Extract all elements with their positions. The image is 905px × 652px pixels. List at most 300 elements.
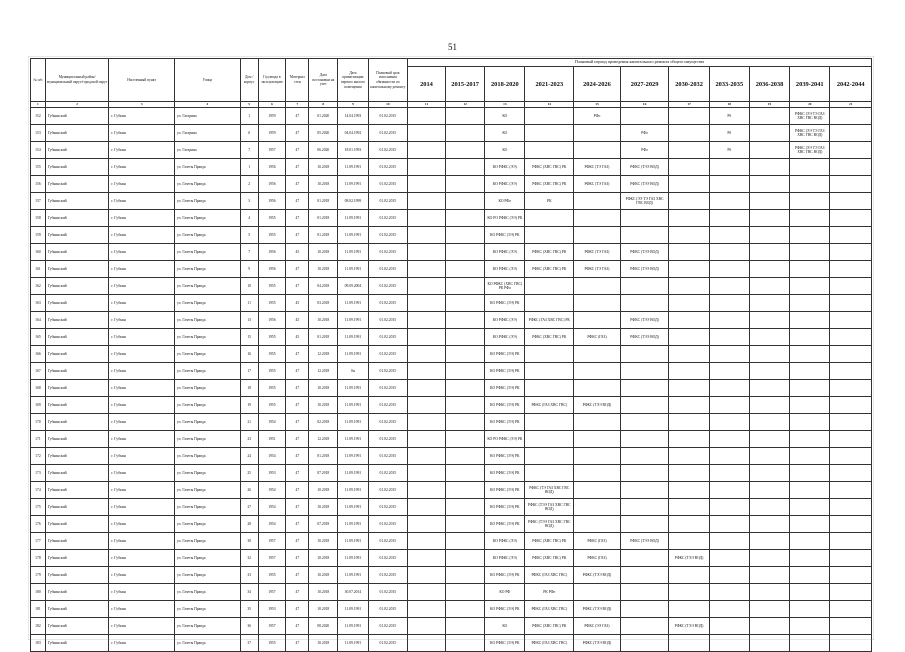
privatization-date-cell: 11.09.1991 bbox=[338, 397, 369, 414]
repair-deadline-cell: 01.02.2015 bbox=[368, 618, 407, 635]
period-cell-2018-2020: КО РФКС (ХВС ГВС) РК РФо bbox=[485, 278, 525, 295]
period-cell-2015-2017 bbox=[446, 584, 485, 601]
house-number-cell: 34 bbox=[240, 584, 258, 601]
build-year-cell: 1955 bbox=[258, 278, 286, 295]
period-cell-2024-2026 bbox=[574, 499, 621, 516]
period-cell-2014 bbox=[407, 176, 445, 193]
table-row bbox=[31, 567, 872, 584]
repair-deadline-cell: 01.02.2015 bbox=[368, 465, 407, 482]
period-cell-2033-2035 bbox=[709, 414, 749, 431]
period-cell-2018-2020: КО РФКС (ЭЭ) bbox=[485, 261, 525, 278]
period-cell-2015-2017 bbox=[446, 567, 485, 584]
period-cell-2042-2044 bbox=[830, 397, 872, 414]
period-cell-2014 bbox=[407, 414, 445, 431]
period-cell-2021-2023: РК bbox=[525, 193, 574, 210]
privatization-date-cell: 11.09.1991 bbox=[338, 618, 369, 635]
period-cell-2021-2023 bbox=[525, 414, 574, 431]
period-cell-2042-2044 bbox=[830, 193, 872, 210]
registration-date-cell: 01.2018 bbox=[309, 227, 338, 244]
period-cell-2018-2020: КО РФКС (ЭЭ) РК bbox=[485, 295, 525, 312]
repair-deadline-cell: 01.02.2015 bbox=[368, 278, 407, 295]
period-cell-2033-2035 bbox=[709, 380, 749, 397]
header-group-planned-period: Плановый период проведения капитального ремонта общего имущества bbox=[407, 59, 871, 67]
period-cell-2024-2026: РФКС (ТЭЭ ВОД) bbox=[574, 601, 621, 618]
period-cell-2015-2017 bbox=[446, 346, 485, 363]
period-cell-2036-2038 bbox=[749, 533, 789, 550]
capital-repair-table-sheet bbox=[30, 58, 872, 652]
street-cell: ул. Газеты Правда bbox=[175, 210, 241, 227]
registration-date-cell: 10.2018 bbox=[309, 176, 338, 193]
privatization-date-cell: 0н bbox=[338, 363, 369, 380]
period-cell-2014 bbox=[407, 533, 445, 550]
header-col-10: Плановый срок исполнения обязанности по капитальному ремонту bbox=[368, 59, 407, 102]
municipality-cell: Губкинский bbox=[45, 618, 109, 635]
table-row bbox=[31, 210, 872, 227]
period-cell-2042-2044 bbox=[830, 584, 872, 601]
header-year-7: 2030-2032 bbox=[669, 67, 709, 102]
period-cell-2036-2038 bbox=[749, 193, 789, 210]
period-cell-2015-2017 bbox=[446, 363, 485, 380]
period-cell-2027-2029: РФКС (ТЭЭ ВОД) bbox=[620, 329, 669, 346]
municipality-cell: Губкинский bbox=[45, 431, 109, 448]
table-row bbox=[31, 482, 872, 499]
period-cell-2036-2038 bbox=[749, 431, 789, 448]
period-cell-2014 bbox=[407, 380, 445, 397]
period-cell-2015-2017 bbox=[446, 465, 485, 482]
municipality-cell: Губкинский bbox=[45, 635, 109, 652]
house-number-cell: 35 bbox=[240, 601, 258, 618]
period-cell-2039-2041 bbox=[790, 448, 830, 465]
period-cell-2036-2038 bbox=[749, 346, 789, 363]
period-cell-2014 bbox=[407, 465, 445, 482]
period-cell-2033-2035 bbox=[709, 448, 749, 465]
repair-deadline-cell: 01.02.2015 bbox=[368, 125, 407, 142]
period-cell-2039-2041 bbox=[790, 618, 830, 635]
street-cell: ул. Газеты Правда bbox=[175, 431, 241, 448]
period-cell-2021-2023 bbox=[525, 210, 574, 227]
period-cell-2014 bbox=[407, 635, 445, 652]
column-number: 4 bbox=[175, 102, 241, 108]
period-cell-2039-2041: РФКС (ЭЭ ТЭ ГАЗ ХВС ГВС ВОД) bbox=[790, 142, 830, 159]
row-number-cell: 177 bbox=[31, 533, 46, 550]
period-cell-2015-2017 bbox=[446, 414, 485, 431]
period-cell-2027-2029 bbox=[620, 363, 669, 380]
table-row bbox=[31, 601, 872, 618]
column-number: 21 bbox=[830, 102, 872, 108]
period-cell-2039-2041 bbox=[790, 329, 830, 346]
municipality-cell: Губкинский bbox=[45, 346, 109, 363]
period-cell-2027-2029 bbox=[620, 482, 669, 499]
period-cell-2015-2017 bbox=[446, 108, 485, 125]
wall-material-cell: 47 bbox=[286, 227, 309, 244]
street-cell: ул. Газеты Правда bbox=[175, 363, 241, 380]
settlement-cell: г. Губкин bbox=[109, 567, 175, 584]
period-cell-2021-2023 bbox=[525, 108, 574, 125]
period-cell-2027-2029 bbox=[620, 397, 669, 414]
period-cell-2021-2023: РФКС (ТЭЭ ГАЗ ХВС ГВС ВОД) bbox=[525, 499, 574, 516]
period-cell-2033-2035 bbox=[709, 363, 749, 380]
header-year-3: 2018-2020 bbox=[485, 67, 525, 102]
period-cell-2039-2041 bbox=[790, 635, 830, 652]
street-cell: ул. Газеты Правда bbox=[175, 312, 241, 329]
municipality-cell: Губкинский bbox=[45, 499, 109, 516]
table-row bbox=[31, 448, 872, 465]
period-cell-2014 bbox=[407, 448, 445, 465]
period-cell-2039-2041 bbox=[790, 533, 830, 550]
wall-material-cell: 47 bbox=[286, 142, 309, 159]
build-year-cell: 1957 bbox=[258, 584, 286, 601]
house-number-cell: 13 bbox=[240, 312, 258, 329]
wall-material-cell: 45 bbox=[286, 295, 309, 312]
period-cell-2027-2029: РФКС (ТЭЭ ВОД) bbox=[620, 312, 669, 329]
row-number-cell: 155 bbox=[31, 159, 46, 176]
repair-deadline-cell: 01.02.2015 bbox=[368, 176, 407, 193]
period-cell-2014 bbox=[407, 312, 445, 329]
period-cell-2015-2017 bbox=[446, 482, 485, 499]
build-year-cell: 1955 bbox=[258, 210, 286, 227]
registration-date-cell: 10.2018 bbox=[309, 244, 338, 261]
repair-deadline-cell: 01.02.2015 bbox=[368, 431, 407, 448]
street-cell: ул. Газеты Правда bbox=[175, 516, 241, 533]
row-number-cell: 156 bbox=[31, 176, 46, 193]
period-cell-2036-2038 bbox=[749, 108, 789, 125]
wall-material-cell: 45 bbox=[286, 312, 309, 329]
registration-date-cell: 10.2018 bbox=[309, 380, 338, 397]
period-cell-2024-2026 bbox=[574, 142, 621, 159]
wall-material-cell: 47 bbox=[286, 159, 309, 176]
municipality-cell: Губкинский bbox=[45, 108, 109, 125]
period-cell-2024-2026 bbox=[574, 125, 621, 142]
privatization-date-cell: 11.09.1991 bbox=[338, 482, 369, 499]
settlement-cell: г. Губкин bbox=[109, 295, 175, 312]
period-cell-2042-2044 bbox=[830, 533, 872, 550]
registration-date-cell: 01.2018 bbox=[309, 329, 338, 346]
period-cell-2018-2020: КО РФКС (ЭЭ) РК bbox=[485, 414, 525, 431]
period-cell-2024-2026: РФКС (ТЭ ГАЗ) bbox=[574, 159, 621, 176]
period-cell-2039-2041 bbox=[790, 482, 830, 499]
header-year-4: 2021-2023 bbox=[525, 67, 574, 102]
period-cell-2027-2029 bbox=[620, 431, 669, 448]
period-cell-2024-2026: РФКС (ТЭ ГАЗ) bbox=[574, 176, 621, 193]
period-cell-2030-2032: РФКС (ТЭЭ ВОД) bbox=[669, 550, 709, 567]
house-number-cell: 26 bbox=[240, 482, 258, 499]
period-cell-2018-2020: КО РФКС (ЭЭ) РК bbox=[485, 465, 525, 482]
column-number: 14 bbox=[525, 102, 574, 108]
repair-deadline-cell: 01.02.2015 bbox=[368, 363, 407, 380]
period-cell-2042-2044 bbox=[830, 380, 872, 397]
street-cell: ул. Гагарина bbox=[175, 142, 241, 159]
registration-date-cell: 10.2018 bbox=[309, 533, 338, 550]
settlement-cell: г. Губкин bbox=[109, 329, 175, 346]
period-cell-2030-2032 bbox=[669, 261, 709, 278]
period-cell-2036-2038 bbox=[749, 584, 789, 601]
period-cell-2033-2035 bbox=[709, 601, 749, 618]
row-number-cell: 165 bbox=[31, 329, 46, 346]
street-cell: ул. Газеты Правда bbox=[175, 601, 241, 618]
street-cell: ул. Газеты Правда bbox=[175, 261, 241, 278]
period-cell-2015-2017 bbox=[446, 380, 485, 397]
row-number-cell: 154 bbox=[31, 142, 46, 159]
street-cell: ул. Газеты Правда bbox=[175, 397, 241, 414]
repair-deadline-cell: 01.02.2015 bbox=[368, 584, 407, 601]
house-number-cell: 7 bbox=[240, 244, 258, 261]
settlement-cell: г. Губкин bbox=[109, 261, 175, 278]
repair-deadline-cell: 01.02.2015 bbox=[368, 346, 407, 363]
period-cell-2018-2020: КО РФКС (ЭЭ) РК bbox=[485, 397, 525, 414]
period-cell-2015-2017 bbox=[446, 499, 485, 516]
settlement-cell: г. Губкин bbox=[109, 312, 175, 329]
repair-deadline-cell: 01.02.2015 bbox=[368, 533, 407, 550]
registration-date-cell: 10.2018 bbox=[309, 482, 338, 499]
municipality-cell: Губкинский bbox=[45, 567, 109, 584]
house-number-cell: 6 bbox=[240, 125, 258, 142]
period-cell-2021-2023 bbox=[525, 142, 574, 159]
period-cell-2027-2029: РФКС (ТЭЭ ВОД) bbox=[620, 261, 669, 278]
period-cell-2036-2038 bbox=[749, 261, 789, 278]
period-cell-2027-2029 bbox=[620, 567, 669, 584]
row-number-cell: 183 bbox=[31, 635, 46, 652]
registration-date-cell: 01.2018 bbox=[309, 193, 338, 210]
street-cell: ул. Газеты Правда bbox=[175, 380, 241, 397]
column-number: 16 bbox=[620, 102, 669, 108]
period-cell-2018-2020: КО РФКС (ЭЭ) РК bbox=[485, 482, 525, 499]
period-cell-2021-2023: РФКС (ХВС ГВС) РК bbox=[525, 159, 574, 176]
period-cell-2014 bbox=[407, 159, 445, 176]
period-cell-2027-2029: РФКС (ЭЭ ТЭ ГАЗ ХВС ГВС ВОД) bbox=[620, 193, 669, 210]
table-row bbox=[31, 550, 872, 567]
period-cell-2036-2038 bbox=[749, 176, 789, 193]
column-number: 15 bbox=[574, 102, 621, 108]
period-cell-2014 bbox=[407, 516, 445, 533]
period-cell-2036-2038 bbox=[749, 210, 789, 227]
period-cell-2039-2041 bbox=[790, 363, 830, 380]
period-cell-2015-2017 bbox=[446, 329, 485, 346]
period-cell-2030-2032 bbox=[669, 533, 709, 550]
build-year-cell: 1951 bbox=[258, 431, 286, 448]
municipality-cell: Губкинский bbox=[45, 176, 109, 193]
privatization-date-cell: 11.09.1991 bbox=[338, 159, 369, 176]
period-cell-2039-2041 bbox=[790, 380, 830, 397]
municipality-cell: Губкинский bbox=[45, 465, 109, 482]
period-cell-2036-2038 bbox=[749, 635, 789, 652]
period-cell-2042-2044 bbox=[830, 499, 872, 516]
settlement-cell: г. Губкин bbox=[109, 431, 175, 448]
period-cell-2014 bbox=[407, 125, 445, 142]
period-cell-2042-2044 bbox=[830, 414, 872, 431]
period-cell-2030-2032 bbox=[669, 380, 709, 397]
table-row bbox=[31, 584, 872, 601]
settlement-cell: г. Губкин bbox=[109, 465, 175, 482]
period-cell-2030-2032 bbox=[669, 431, 709, 448]
settlement-cell: г. Губкин bbox=[109, 108, 175, 125]
street-cell: ул. Газеты Правда bbox=[175, 295, 241, 312]
period-cell-2039-2041 bbox=[790, 176, 830, 193]
privatization-date-cell: 11.09.1991 bbox=[338, 346, 369, 363]
table-row bbox=[31, 159, 872, 176]
registration-date-cell: 10.2018 bbox=[309, 261, 338, 278]
registration-date-cell: 12.2018 bbox=[309, 346, 338, 363]
column-number: 3 bbox=[109, 102, 175, 108]
wall-material-cell: 47 bbox=[286, 465, 309, 482]
wall-material-cell: 47 bbox=[286, 567, 309, 584]
row-number-cell: 158 bbox=[31, 210, 46, 227]
period-cell-2039-2041: РФКС (ЭЭ ТЭ ГАЗ ХВС ГВС ВОД) bbox=[790, 125, 830, 142]
period-cell-2039-2041 bbox=[790, 499, 830, 516]
wall-material-cell: 47 bbox=[286, 635, 309, 652]
house-number-cell: 37 bbox=[240, 635, 258, 652]
house-number-cell: 11 bbox=[240, 295, 258, 312]
header-year-9: 2036-2038 bbox=[749, 67, 789, 102]
street-cell: ул. Газеты Правда bbox=[175, 278, 241, 295]
period-cell-2027-2029 bbox=[620, 448, 669, 465]
period-cell-2018-2020: КО РФКС (ЭЭ) bbox=[485, 176, 525, 193]
header-col-8: Дата постановки на учет bbox=[309, 59, 338, 102]
wall-material-cell: 47 bbox=[286, 431, 309, 448]
period-cell-2042-2044 bbox=[830, 329, 872, 346]
period-cell-2042-2044 bbox=[830, 142, 872, 159]
header-col-9: Дата приватизации первого жилого помещения bbox=[338, 59, 369, 102]
period-cell-2021-2023 bbox=[525, 431, 574, 448]
period-cell-2014 bbox=[407, 584, 445, 601]
period-cell-2021-2023: РФКС (ГАЗ ХВС ГВС) bbox=[525, 567, 574, 584]
house-number-cell: 15 bbox=[240, 329, 258, 346]
period-cell-2030-2032 bbox=[669, 397, 709, 414]
wall-material-cell: 47 bbox=[286, 193, 309, 210]
column-number: 12 bbox=[446, 102, 485, 108]
privatization-date-cell: 30.07.2014 bbox=[338, 584, 369, 601]
repair-deadline-cell: 01.02.2015 bbox=[368, 227, 407, 244]
column-number: 7 bbox=[286, 102, 309, 108]
privatization-date-cell: 11.09.1991 bbox=[338, 601, 369, 618]
registration-date-cell: 03.2018 bbox=[309, 295, 338, 312]
period-cell-2042-2044 bbox=[830, 567, 872, 584]
period-cell-2033-2035 bbox=[709, 635, 749, 652]
municipality-cell: Губкинский bbox=[45, 414, 109, 431]
period-cell-2033-2035 bbox=[709, 499, 749, 516]
period-cell-2027-2029 bbox=[620, 278, 669, 295]
period-cell-2015-2017 bbox=[446, 312, 485, 329]
column-number: 9 bbox=[338, 102, 369, 108]
period-cell-2018-2020: КО РФКС (ЭЭ) bbox=[485, 312, 525, 329]
municipality-cell: Губкинский bbox=[45, 584, 109, 601]
period-cell-2024-2026 bbox=[574, 312, 621, 329]
period-cell-2030-2032 bbox=[669, 482, 709, 499]
period-cell-2015-2017 bbox=[446, 244, 485, 261]
privatization-date-cell: 14.04.1993 bbox=[338, 108, 369, 125]
header-year-8: 2033-2035 bbox=[709, 67, 749, 102]
period-cell-2036-2038 bbox=[749, 227, 789, 244]
header-year-5: 2024-2026 bbox=[574, 67, 621, 102]
row-number-cell: 170 bbox=[31, 414, 46, 431]
period-cell-2018-2020: КО РФКС (ЭЭ) РК bbox=[485, 380, 525, 397]
municipality-cell: Губкинский bbox=[45, 312, 109, 329]
privatization-date-cell: 11.09.1991 bbox=[338, 295, 369, 312]
column-number: 19 bbox=[749, 102, 789, 108]
row-number-cell: 163 bbox=[31, 295, 46, 312]
period-cell-2024-2026: РФКС (ТЭ ГАЗ) bbox=[574, 261, 621, 278]
privatization-date-cell: 11.09.1991 bbox=[338, 244, 369, 261]
period-cell-2021-2023: РФКС (ГАЗ ХВС ГВС) bbox=[525, 635, 574, 652]
period-cell-2014 bbox=[407, 295, 445, 312]
period-cell-2018-2020: КО bbox=[485, 125, 525, 142]
build-year-cell: 1959 bbox=[258, 108, 286, 125]
period-cell-2018-2020: КО РФКС (ЭЭ) РК bbox=[485, 635, 525, 652]
build-year-cell: 1955 bbox=[258, 567, 286, 584]
period-cell-2033-2035: Рб bbox=[709, 108, 749, 125]
period-cell-2027-2029 bbox=[620, 227, 669, 244]
row-number-cell: 180 bbox=[31, 584, 46, 601]
period-cell-2030-2032 bbox=[669, 227, 709, 244]
street-cell: ул. Газеты Правда bbox=[175, 346, 241, 363]
house-number-cell: 36 bbox=[240, 618, 258, 635]
header-year-6: 2027-2029 bbox=[620, 67, 669, 102]
period-cell-2033-2035: Рб bbox=[709, 142, 749, 159]
period-cell-2036-2038 bbox=[749, 278, 789, 295]
header-col-4: Улица bbox=[175, 59, 241, 102]
privatization-date-cell: 11.09.1991 bbox=[338, 261, 369, 278]
period-cell-2042-2044 bbox=[830, 346, 872, 363]
registration-date-cell: 05.2020 bbox=[309, 125, 338, 142]
period-cell-2027-2029 bbox=[620, 550, 669, 567]
period-cell-2030-2032 bbox=[669, 142, 709, 159]
house-number-cell: 10 bbox=[240, 278, 258, 295]
period-cell-2042-2044 bbox=[830, 159, 872, 176]
header-col-2: Муниципальный район/муниципальный округ/городской округ bbox=[45, 59, 109, 102]
municipality-cell: Губкинский bbox=[45, 550, 109, 567]
settlement-cell: г. Губкин bbox=[109, 533, 175, 550]
period-cell-2015-2017 bbox=[446, 397, 485, 414]
house-number-cell: 2 bbox=[240, 176, 258, 193]
settlement-cell: г. Губкин bbox=[109, 618, 175, 635]
settlement-cell: г. Губкин bbox=[109, 142, 175, 159]
wall-material-cell: 47 bbox=[286, 448, 309, 465]
row-number-cell: 172 bbox=[31, 448, 46, 465]
period-cell-2027-2029 bbox=[620, 108, 669, 125]
period-cell-2024-2026: РФКС (ТЭЭ ВОД) bbox=[574, 635, 621, 652]
settlement-cell: г. Губкин bbox=[109, 346, 175, 363]
privatization-date-cell: 18.01.1993 bbox=[338, 142, 369, 159]
period-cell-2033-2035 bbox=[709, 295, 749, 312]
period-cell-2014 bbox=[407, 397, 445, 414]
build-year-cell: 1954 bbox=[258, 516, 286, 533]
period-cell-2015-2017 bbox=[446, 295, 485, 312]
period-cell-2014 bbox=[407, 261, 445, 278]
period-cell-2033-2035 bbox=[709, 210, 749, 227]
period-cell-2024-2026: РФКС (ТЭЭ ВОД) bbox=[574, 397, 621, 414]
period-cell-2014 bbox=[407, 227, 445, 244]
period-cell-2039-2041 bbox=[790, 244, 830, 261]
row-number-cell: 179 bbox=[31, 567, 46, 584]
period-cell-2033-2035 bbox=[709, 278, 749, 295]
repair-deadline-cell: 01.02.2015 bbox=[368, 159, 407, 176]
street-cell: ул. Газеты Правда bbox=[175, 533, 241, 550]
wall-material-cell: 47 bbox=[286, 261, 309, 278]
period-cell-2024-2026: РФКС (ТЭЭ ВОД) bbox=[574, 567, 621, 584]
wall-material-cell: 47 bbox=[286, 108, 309, 125]
column-number: 2 bbox=[45, 102, 109, 108]
period-cell-2027-2029: РФКС (ТЭЭ ВОД) bbox=[620, 159, 669, 176]
period-cell-2018-2020: КО РФКС (ЭЭ) РК bbox=[485, 567, 525, 584]
period-cell-2033-2035 bbox=[709, 312, 749, 329]
wall-material-cell: 47 bbox=[286, 397, 309, 414]
period-cell-2015-2017 bbox=[446, 601, 485, 618]
period-cell-2036-2038 bbox=[749, 380, 789, 397]
table-row bbox=[31, 227, 872, 244]
street-cell: ул. Газеты Правда bbox=[175, 465, 241, 482]
row-number-cell: 178 bbox=[31, 550, 46, 567]
repair-deadline-cell: 01.02.2015 bbox=[368, 295, 407, 312]
table-row bbox=[31, 499, 872, 516]
